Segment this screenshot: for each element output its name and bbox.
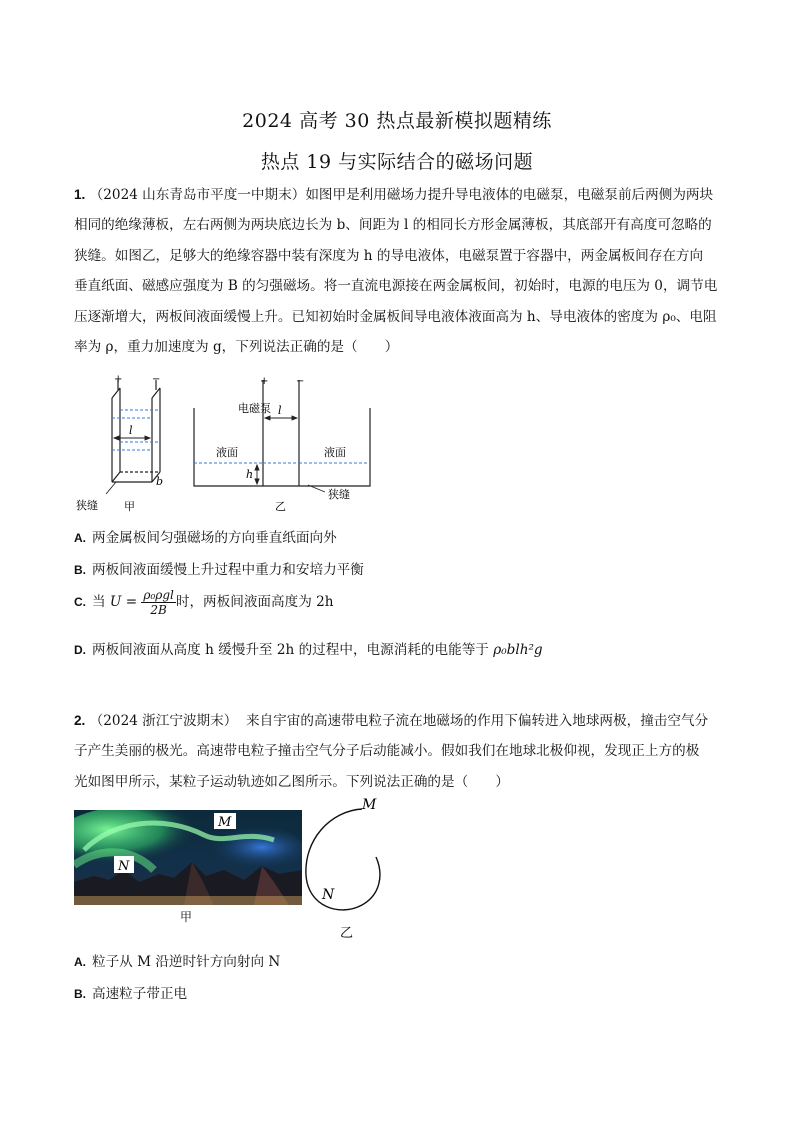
option-label: A. <box>74 955 86 969</box>
stem-line: 来自宇宙的高速带电粒子流在地磁场的作用下偏转进入地球两极，撞击空气分 <box>246 713 709 729</box>
option-text: 时，两板间液面高度为 2h <box>175 594 334 610</box>
figure-pump-diagram <box>70 370 390 520</box>
minus-sign: − <box>296 376 305 387</box>
option-label: D. <box>74 643 86 657</box>
stem-line: 压逐渐增大，两板间液面缓慢上升。已知初始时金属板间导电液体液面高为 h、导电液体的密度为 ρ₀、电阻 <box>74 308 717 325</box>
formula-var: U = <box>109 594 138 610</box>
label-liquid-left: 液面 <box>216 446 238 459</box>
option-label: C. <box>74 595 86 609</box>
label-M-traj: M <box>362 797 377 813</box>
option-text: 两板间液面缓慢上升过程中重力和安培力平衡 <box>92 562 364 578</box>
plus-sign: + <box>260 376 269 387</box>
formula-numerator: ρ₀ρgl <box>143 588 174 602</box>
option-d[interactable] <box>74 638 543 658</box>
option-a[interactable] <box>74 526 337 546</box>
option-b[interactable] <box>74 982 187 1002</box>
aurora-photo <box>74 810 302 905</box>
label-jia-2: 甲 <box>180 910 193 924</box>
option-a[interactable] <box>74 950 280 970</box>
label-N-traj: N <box>322 887 335 903</box>
question-number: 1. <box>74 187 86 202</box>
label-liquid-right: 液面 <box>324 446 346 459</box>
minus-sign: − <box>152 374 161 385</box>
option-label: B. <box>74 987 86 1001</box>
stem-line: 垂直纸面、磁感应强度为 B 的匀强磁场。将一直流电源接在两金属板间，初始时，电源的电压为 0，调节电 <box>74 278 718 295</box>
option-label: B. <box>74 563 86 577</box>
page-subtitle: 热点 19 与实际结合的磁场问题 <box>260 151 534 173</box>
plus-sign: + <box>114 374 123 385</box>
label-slit-yi: 狭缝 <box>328 488 350 501</box>
question-number: 2. <box>74 713 86 728</box>
question-source: （2024 浙江宁波期末） <box>89 713 238 729</box>
option-c[interactable] <box>74 588 334 617</box>
question-source: （2024 山东青岛市平度一中期末） <box>89 187 306 203</box>
label-l-yi: l <box>278 404 282 417</box>
label-b: b <box>156 475 164 488</box>
stem-line: 子产生美丽的极光。高速带电粒子撞击空气分子后动能减小。假如我们在地球北极仰视，发现正上方的极 <box>74 743 700 760</box>
formula-fraction <box>141 588 175 617</box>
stem-line: 狭缝。如图乙，足够大的绝缘容器中装有深度为 h 的导电液体，电磁泵置于容器中，两金属板间存在方向 <box>74 247 704 264</box>
option-text: 两金属板间匀强磁场的方向垂直纸面向外 <box>92 530 337 546</box>
formula-expr: ρ₀blh²g <box>493 642 543 658</box>
option-label: A. <box>74 531 86 545</box>
label-N-photo: N <box>118 859 130 874</box>
label-slit: 狭缝 <box>76 499 98 512</box>
trajectory-diagram <box>300 795 390 945</box>
stem-line: 率为 ρ，重力加速度为 g，下列说法正确的是（ ） <box>74 339 399 356</box>
label-pump: 电磁泵 <box>238 402 271 415</box>
question-2-stem <box>74 706 724 797</box>
label-yi: 乙 <box>275 500 286 513</box>
label-yi-2: 乙 <box>340 926 354 941</box>
stem-line: 光如图甲所示，某粒子运动轨迹如乙图所示。下列说法正确的是（ ） <box>74 773 509 790</box>
label-jia: 甲 <box>124 500 135 513</box>
page-title: 2024 高考 30 热点最新模拟题精练 <box>242 110 552 132</box>
option-text: 当 <box>92 594 106 610</box>
option-b[interactable] <box>74 558 364 578</box>
label-h: h <box>246 468 254 481</box>
stem-line: 如图甲是利用磁场力提升导电液体的电磁泵，电磁泵前后两侧为两块 <box>305 187 714 203</box>
label-l: l <box>129 424 133 437</box>
formula-denominator: 2B <box>150 603 167 617</box>
option-text: 粒子从 M 沿逆时针方向射向 N <box>92 954 281 970</box>
label-M-photo: M <box>218 815 232 830</box>
stem-line: 相同的绝缘薄板，左右两侧为两块底边长为 b、间距为 l 的相同长方形金属薄板，其底部开有高度可忽略的 <box>74 217 712 234</box>
option-text: 两板间液面从高度 h 缓慢升至 2h 的过程中，电源消耗的电能等于 <box>92 642 489 658</box>
option-text: 高速粒子带正电 <box>92 986 188 1002</box>
question-1-stem <box>74 180 724 362</box>
